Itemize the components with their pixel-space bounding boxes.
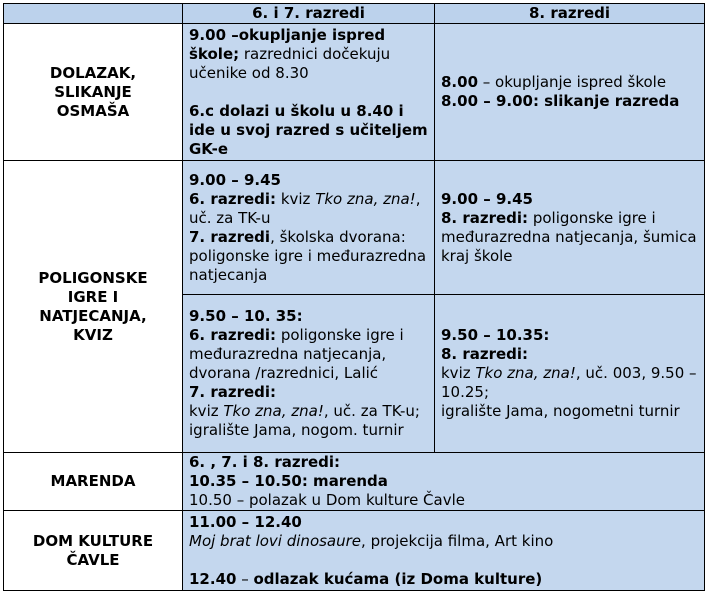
label-marenda: MARENDA [4,453,183,511]
activity-text: kviz [189,402,224,420]
label-line: DOLAZAK, [49,63,137,82]
activity-text: , uč. za TK-u; [323,402,420,420]
gather-time-text: 8.00 [441,73,479,91]
label-dom [4,511,183,591]
row-dolazak [4,24,705,161]
slot-time-text: 9.00 – 9.45 [441,189,533,208]
departure-text: 10.50 – polazak u Dom kulture Čavle [189,491,465,509]
class-label: 6. razredi: [189,189,277,208]
cell-poligon-b-67 [183,295,435,453]
quiz-title: Tko zna, zna! [475,364,576,382]
label-line: SLIKANJE [54,82,132,101]
slot-time-text: 9.00 – 9.45 [189,170,281,189]
row-dom [4,511,705,591]
activity-text: igralište Jama, nogometni turnir [441,402,680,420]
leave-time-text: 12.40 [189,569,237,588]
header-empty-cell [4,4,183,24]
cell-dom [183,511,705,591]
cell-poligon-a-67 [183,161,435,295]
activity-text: kviz [276,189,316,208]
label-line: OSMAŠA [56,101,130,120]
class-label: 7. razredi: [189,383,277,401]
class-6c-note: 6.c dolazi u školu u 8.40 i ide u svoj razred s učiteljem GK-e [189,101,428,158]
label-line: IGRE I [67,287,119,306]
label-line: KVIZ [73,325,113,344]
cell-marenda [183,453,705,511]
class-label: 8. razredi: [441,345,529,363]
activity-text: poligonske igre i međurazredna natjecanja, šumica kraj škole [441,208,697,265]
dash-text: – [236,569,254,588]
schedule-table [3,3,705,591]
cell-poligon-b-8 [435,295,705,453]
class-label: 6. , 7. i 8. razredi: [189,453,341,471]
activity-text: kviz [441,364,476,382]
label-poligon [4,161,183,453]
row-poligon-a [4,161,705,295]
marenda-time-text: 10.35 – 10.50: marenda [189,472,388,490]
slot-time-text: 9.50 – 10.35: [441,326,550,344]
quiz-title: Tko zna, zna! [315,189,416,208]
class-label: 7. razredi [189,227,271,246]
activity-text: igralište Jama, nogom. turnir [189,421,404,439]
film-note-text: , projekcija filma, Art kino [361,531,554,550]
label-dolazak [4,24,183,161]
arrival-note-text: razrednici dočekuju učenike od 8.30 [189,44,391,82]
activity-text: , uč. 003, 9.50 – 10.25; [441,364,697,401]
arrival-time-text: 9.00 –okupljanje ispred škole; [189,25,386,63]
leave-note-text: odlazak kućama (iz Doma kulture) [253,569,543,588]
label-line: POLIGONSKE [38,268,148,287]
header-col-67: 6. i 7. razredi [183,4,435,24]
header-col-8: 8. razredi [435,4,705,24]
film-title: Moj brat lovi dinosaure [189,531,362,550]
cell-dolazak-67 [183,24,435,161]
cell-poligon-a-8 [435,161,705,295]
class-label: 8. razredi: [441,208,529,227]
header-row [4,4,705,24]
film-time-text: 11.00 – 12.40 [189,512,302,531]
quiz-title: Tko zna, zna! [223,402,324,420]
cell-dolazak-8 [435,24,705,161]
row-marenda [4,453,705,511]
label-line: ČAVLE [66,550,120,569]
photo-note-text: 8.00 – 9.00: slikanje razreda [441,92,680,110]
activity-text: poligonske igre i međurazredna natjecanja, dvorana /razrednici, Lalić [189,326,404,382]
label-line: NATJECANJA, [39,306,147,325]
slot-time-text: 9.50 – 10. 35: [189,307,303,325]
label-line: DOM KULTURE [32,531,154,550]
class-label: 6. razredi: [189,326,277,344]
activity-text: , školska dvorana: poligonske igre i međurazredna natjecanja [189,227,427,284]
activity-text: , uč. za TK-u [189,189,421,227]
gather-note-text: – okupljanje ispred škole [478,73,667,91]
